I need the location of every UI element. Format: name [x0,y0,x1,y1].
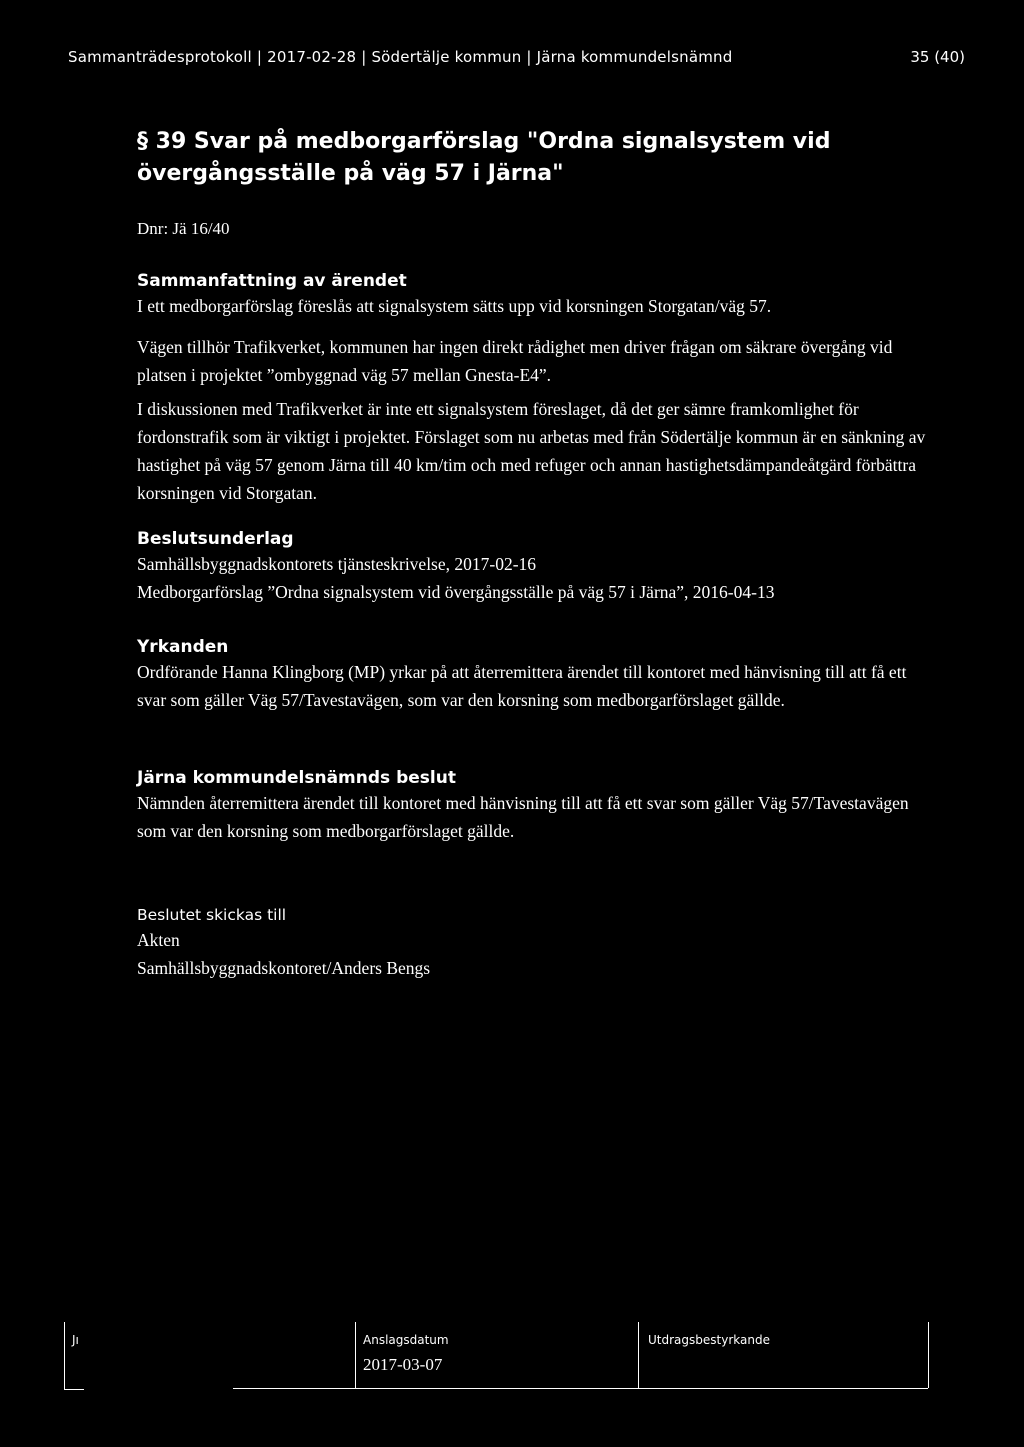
summary-paragraph-2-block [137,333,937,389]
summary-paragraph-2: Vägen tillhör Trafikverket, kommunen har ingen direkt rådighet men driver frågan om säkrare övergång vid platsen i projektet ”ombyggnad väg 57 mellan Gnesta-E4”. [137,337,893,385]
sent-to-heading: Beslutet skickas till [137,906,287,924]
summary-heading: Sammanfattning av ärendet [137,271,407,291]
summary-section [137,270,937,320]
footer-divider [638,1322,639,1388]
footer-divider [928,1322,929,1388]
footer-divider [355,1322,356,1388]
summary-paragraph-3: I diskussionen med Trafikverket är inte ett signalsystem föreslaget, då det ger sämre framkomlighet för fordonstrafik som är viktigt i projektet. Förslaget som nu arbetas med från Södertälje kommun är en sänkning av hastighet på väg 57 genom Järna till 40 km/tim och med refuger och annan hastighetsdämpandeåtgärd förbättra korsningen vid Storgatan. [137,399,926,503]
title-line-2: övergångsställe på väg 57 i Järna" [137,161,564,186]
decision-text: Nämnden återremittera ärendet till kontoret med hänvisning till att få ett svar som gäller Väg 57/Tavestavägen som var den korsning som medborgarförslaget gällde. [137,793,909,841]
footer-divider [64,1322,65,1390]
page-title [137,126,937,190]
footer-divider [233,1388,928,1389]
basis-item: Samhällsbyggnadskontorets tjänsteskrivelse, 2017-02-16 [137,554,537,574]
decision-section [137,767,937,845]
initials-label: Jı [72,1333,79,1347]
summary-paragraph-1: I ett medborgarförslag föreslås att signalsystem sätts upp vid korsningen Storgatan/väg 57. [137,296,772,316]
basis-section [137,528,937,606]
page-number: 35 (40) [910,48,965,66]
sent-to-item: Akten [137,930,180,950]
footer-divider [64,1389,84,1390]
motions-section [137,636,937,714]
sent-to-section [137,904,937,982]
posting-date-label: Anslagsdatum [363,1333,449,1347]
case-number: Dnr: Jä 16/40 [137,219,230,238]
document-header: Sammanträdesprotokoll | 2017-02-28 | Södertälje kommun | Järna kommundelsnämnd [68,48,733,66]
title-line-1: § 39 Svar på medborgarförslag "Ordna signalsystem vid [137,129,831,154]
basis-heading: Beslutsunderlag [137,529,294,549]
posting-date: 2017-03-07 [363,1355,443,1374]
motions-text: Ordförande Hanna Klingborg (MP) yrkar på att återremittera ärendet till kontoret med hänvisning till att få ett svar som gäller Väg 57/Tavestavägen, som var den korsning som medborgarförslaget gällde. [137,662,907,710]
decision-heading: Järna kommundelsnämnds beslut [137,768,456,788]
basis-item: Medborgarförslag ”Ordna signalsystem vid övergångsställe på väg 57 i Järna”, 2016-04-13 [137,582,775,602]
certification-label: Utdragsbestyrkande [648,1333,770,1347]
summary-paragraph-3-block [137,395,937,507]
motions-heading: Yrkanden [137,637,229,657]
sent-to-item: Samhällsbyggnadskontoret/Anders Bengs [137,958,431,978]
